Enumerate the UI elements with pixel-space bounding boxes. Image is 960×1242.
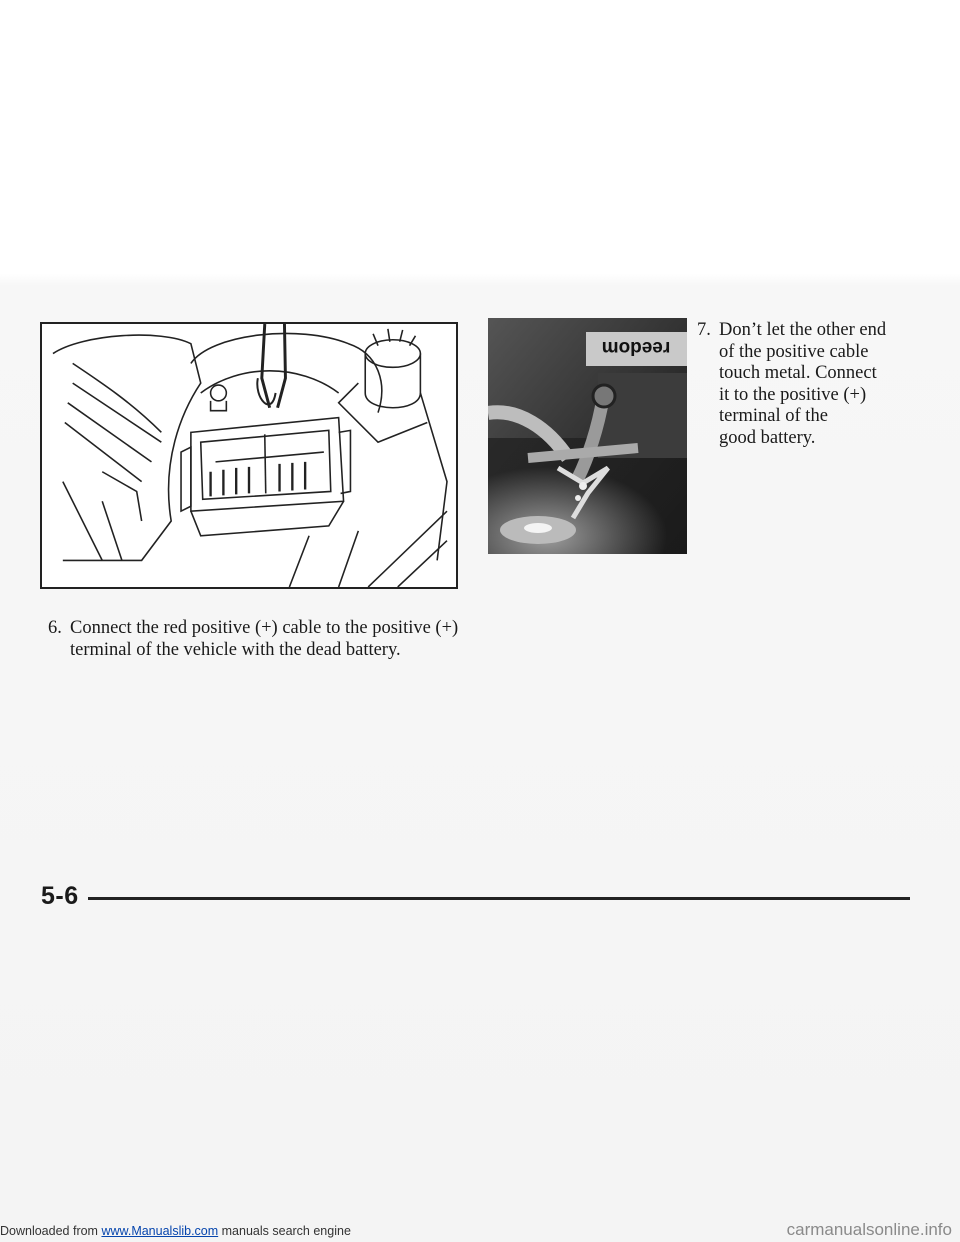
page-number: 5-6 bbox=[41, 882, 79, 910]
step-line: good battery. bbox=[719, 427, 816, 448]
step-number: 6. bbox=[48, 618, 62, 638]
step-6 bbox=[48, 617, 478, 661]
step-line: terminal of the bbox=[719, 406, 828, 426]
step-line: touch metal. Connect bbox=[719, 363, 877, 383]
watermark: carmanualsonline.info bbox=[786, 1220, 952, 1239]
step-line: Connect the red positive (+) cable to the positive (+) bbox=[70, 618, 459, 638]
jumper-clamp-photo bbox=[488, 318, 687, 554]
battery-terminal-illustration bbox=[40, 322, 458, 589]
footer-suffix: manuals search engine bbox=[218, 1224, 351, 1238]
step-number: 7. bbox=[697, 320, 711, 340]
battery-label-text: reedom bbox=[601, 337, 671, 358]
step-line: Don’t let the other end bbox=[719, 320, 887, 340]
download-footer bbox=[0, 1224, 351, 1238]
step-line: terminal of the vehicle with the dead battery. bbox=[70, 640, 401, 660]
step-text bbox=[719, 320, 927, 449]
footer-prefix: Downloaded from bbox=[0, 1224, 102, 1238]
manualslib-link[interactable]: www.Manualslib.com bbox=[101, 1224, 219, 1238]
step-line: it to the positive (+) bbox=[719, 384, 867, 405]
step-text bbox=[70, 617, 478, 661]
step-line: of the positive cable bbox=[719, 341, 869, 362]
step-7 bbox=[697, 320, 927, 449]
page-divider bbox=[88, 897, 910, 900]
